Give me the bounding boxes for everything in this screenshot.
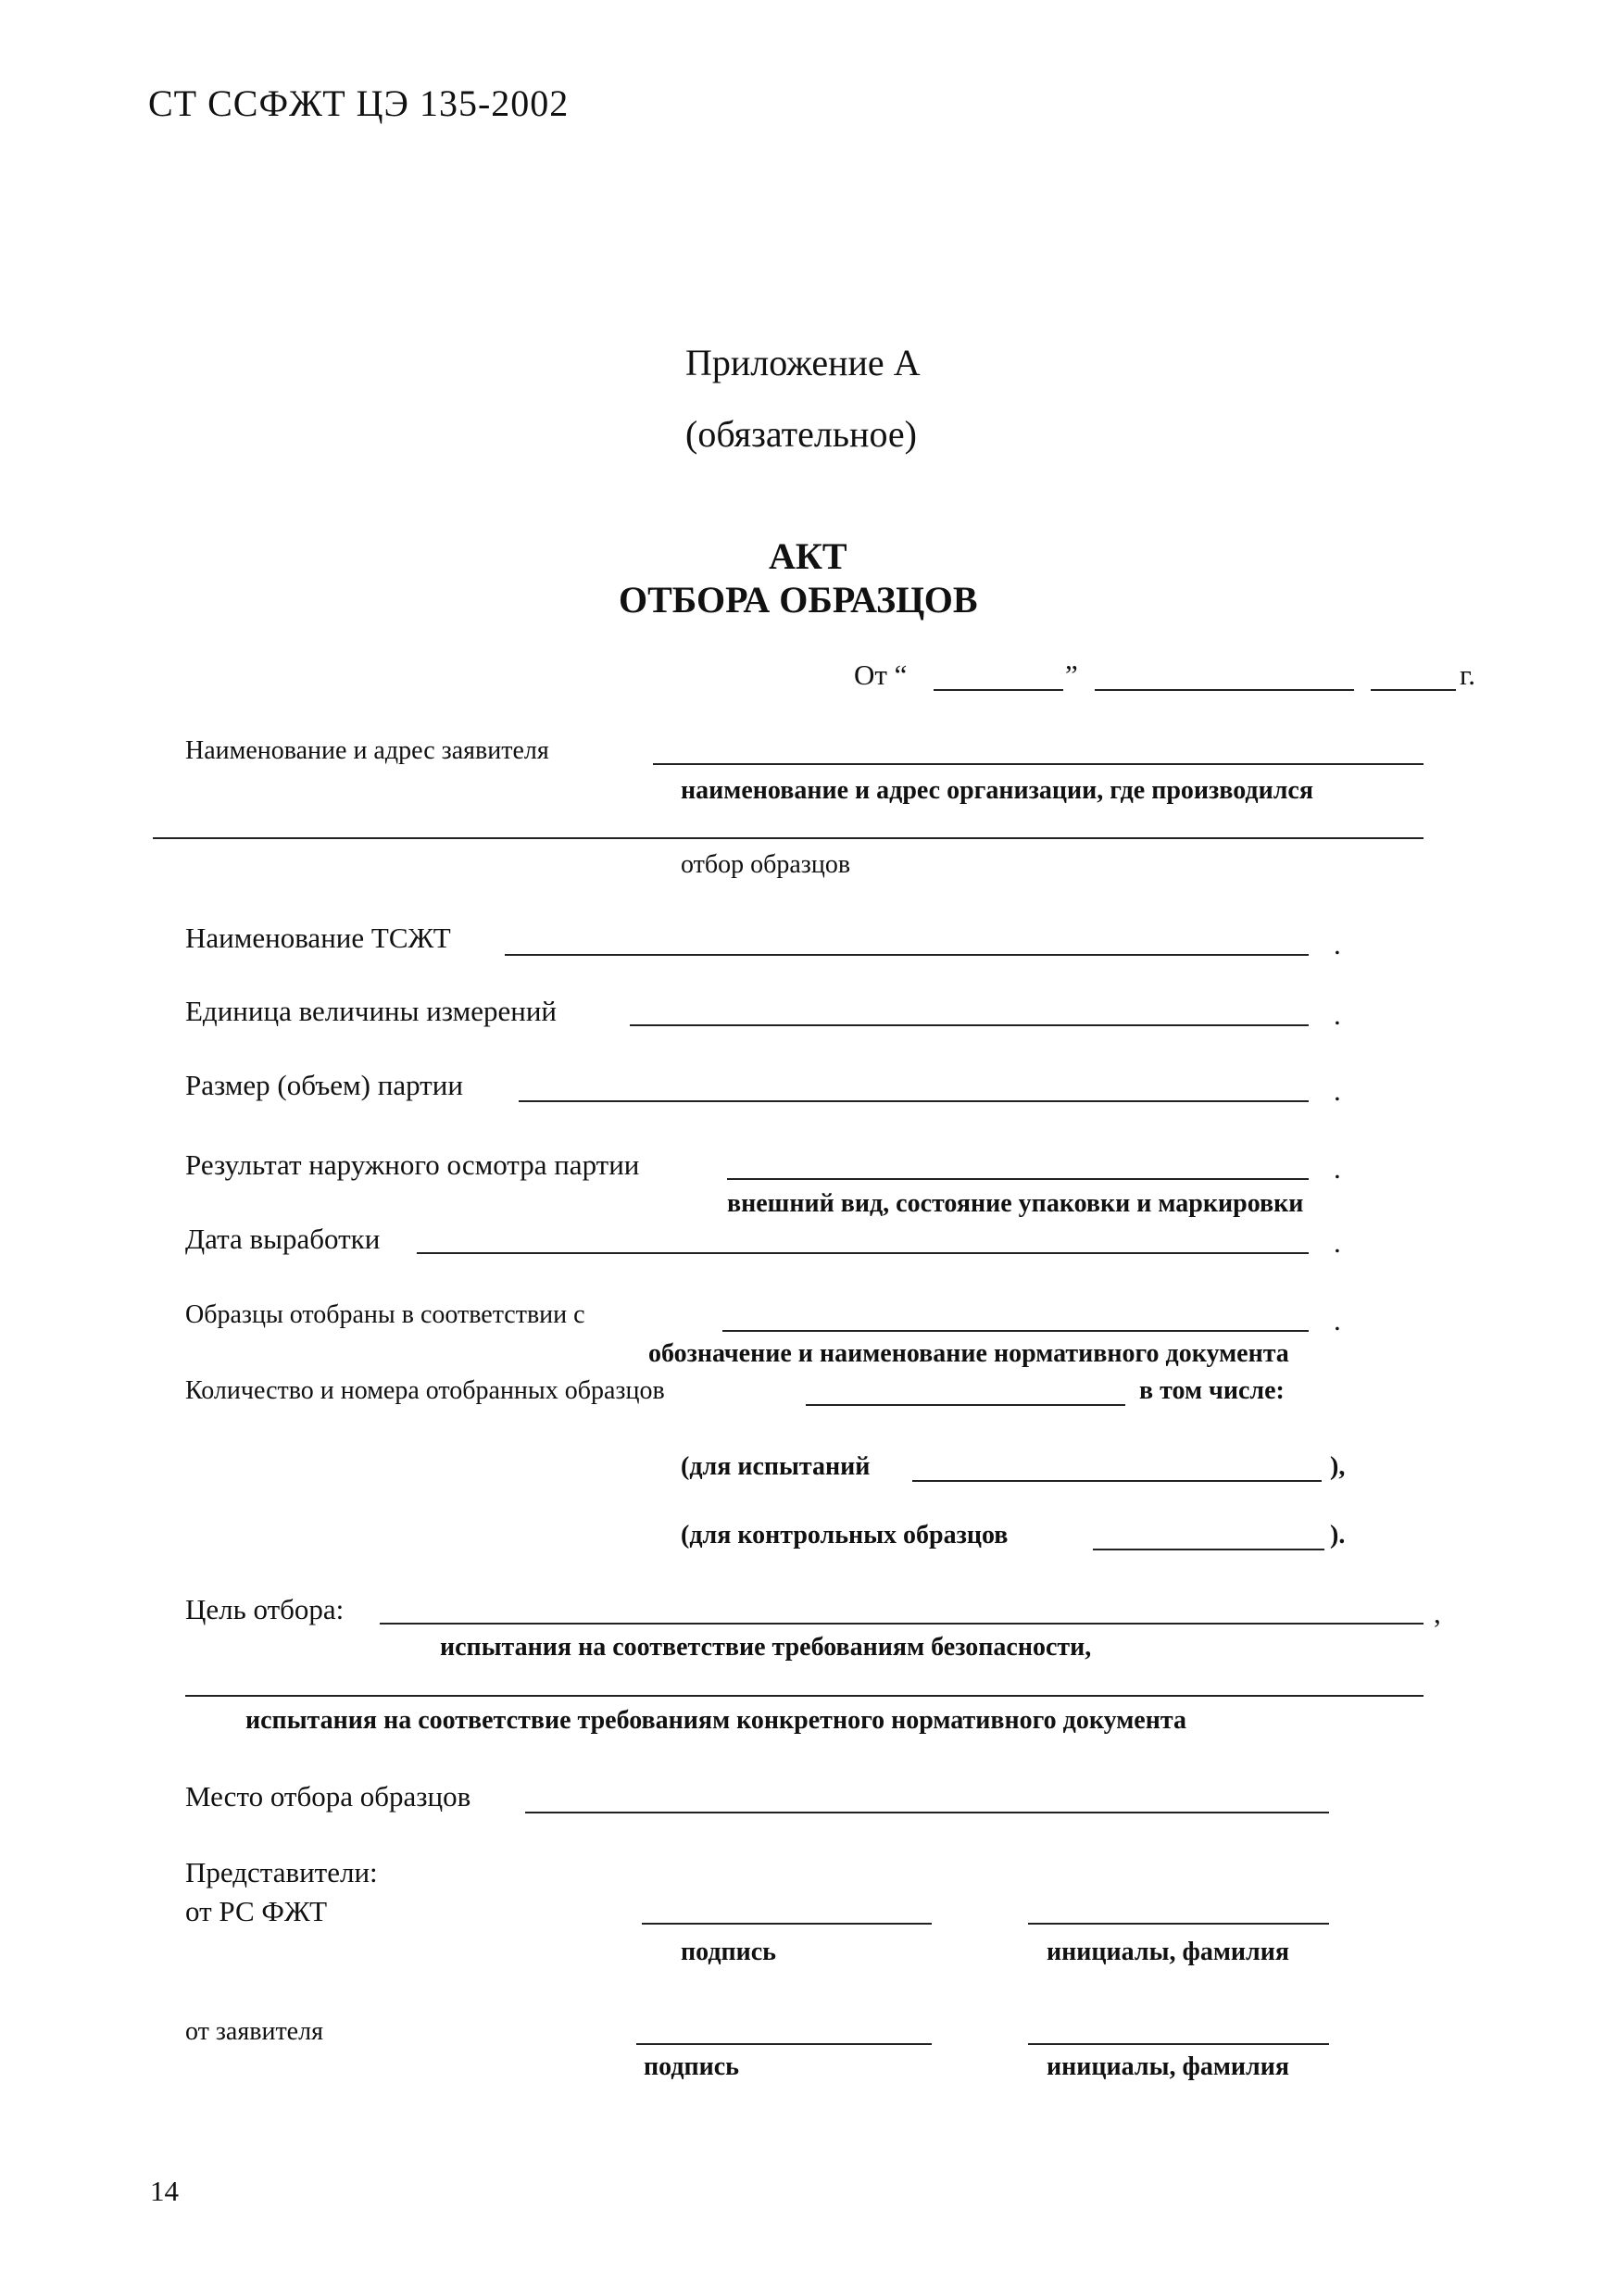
date-quote-close: ” (1065, 659, 1078, 691)
purpose-field-2[interactable] (185, 1695, 1424, 1697)
applicant-label: Наименование и адрес заявителя (185, 736, 549, 765)
purpose-field[interactable] (380, 1623, 1424, 1625)
act-title: АКТ (769, 535, 847, 577)
month-field[interactable] (1095, 689, 1354, 691)
applicant-initials-caption: инициалы, фамилия (1047, 2052, 1290, 2081)
appendix-status: (обязательное) (685, 413, 917, 455)
act-subject: ОТБОРА ОБРАЗЦОВ (619, 579, 978, 621)
inspection-field[interactable] (727, 1178, 1309, 1180)
purpose-caption-1: испытания на соответствие требованиям безопасности, (440, 1633, 1092, 1662)
quantity-label: Количество и номера отобранных образцов (185, 1376, 665, 1405)
for-tests-label: (для испытаний (681, 1452, 871, 1481)
product-field[interactable] (505, 954, 1309, 956)
rs-initials-field[interactable] (1028, 1923, 1329, 1925)
batch-size-field[interactable] (519, 1100, 1309, 1102)
sampled-per-field[interactable] (722, 1330, 1309, 1332)
inspection-label: Результат наружного осмотра партии (185, 1148, 640, 1181)
page-number: 14 (150, 2175, 179, 2207)
for-tests-end: ), (1330, 1452, 1346, 1481)
representatives-label: Представители: (185, 1856, 378, 1888)
sampled-per-label: Образцы отобраны в соответствии с (185, 1300, 585, 1329)
purpose-label: Цель отбора: (185, 1593, 345, 1625)
unit-end-dot: . (1334, 998, 1341, 1031)
rs-signature-field[interactable] (642, 1923, 932, 1925)
applicant-signature-caption: подпись (644, 2052, 739, 2081)
purpose-end-comma: , (1434, 1597, 1441, 1629)
applicant-signature-field[interactable] (636, 2043, 932, 2045)
place-field[interactable] (525, 1812, 1329, 1813)
org-caption: наименование и адрес организации, где производился (681, 776, 1313, 805)
unit-label: Единица величины измерений (185, 995, 558, 1027)
day-field[interactable] (934, 689, 1063, 691)
rs-signature-caption: подпись (681, 1938, 776, 1966)
rs-initials-caption: инициалы, фамилия (1047, 1938, 1290, 1966)
for-control-end: ). (1330, 1521, 1346, 1549)
production-date-end-dot: . (1334, 1226, 1341, 1259)
sampled-per-end-dot: . (1334, 1304, 1341, 1336)
purpose-caption-2: испытания на соответствие требованиям конкретного нормативного документа (245, 1706, 1186, 1735)
from-rs-label: от РС ФЖТ (185, 1895, 328, 1927)
for-control-label: (для контрольных образцов (681, 1521, 1009, 1549)
batch-size-end-dot: . (1334, 1074, 1341, 1107)
normative-caption: обозначение и наименование нормативного документа (648, 1339, 1289, 1368)
sampling-caption: отбор образцов (681, 850, 851, 879)
inspection-caption: внешний вид, состояние упаковки и маркировки (727, 1189, 1304, 1218)
batch-size-label: Размер (объем) партии (185, 1069, 463, 1101)
year-suffix: г. (1460, 659, 1475, 691)
inspection-end-dot: . (1334, 1152, 1341, 1185)
quantity-field[interactable] (806, 1404, 1125, 1406)
sampling-org-field[interactable] (153, 837, 1424, 839)
date-prefix: От “ (854, 659, 908, 691)
for-control-field[interactable] (1093, 1549, 1324, 1550)
production-date-label: Дата выработки (185, 1223, 381, 1255)
unit-field[interactable] (630, 1024, 1309, 1026)
production-date-field[interactable] (417, 1252, 1309, 1254)
product-label: Наименование ТСЖТ (185, 922, 451, 954)
year-field[interactable] (1371, 689, 1456, 691)
applicant-initials-field[interactable] (1028, 2043, 1329, 2045)
appendix-title: Приложение А (685, 342, 921, 383)
product-end-dot: . (1334, 928, 1341, 960)
place-label: Место отбора образцов (185, 1780, 471, 1813)
from-applicant-label: от заявителя (185, 2017, 323, 2046)
for-tests-field[interactable] (912, 1480, 1322, 1482)
including-label: в том числе: (1139, 1376, 1285, 1405)
applicant-field[interactable] (653, 763, 1424, 765)
document-code: СТ ССФЖТ ЦЭ 135-2002 (148, 82, 570, 124)
